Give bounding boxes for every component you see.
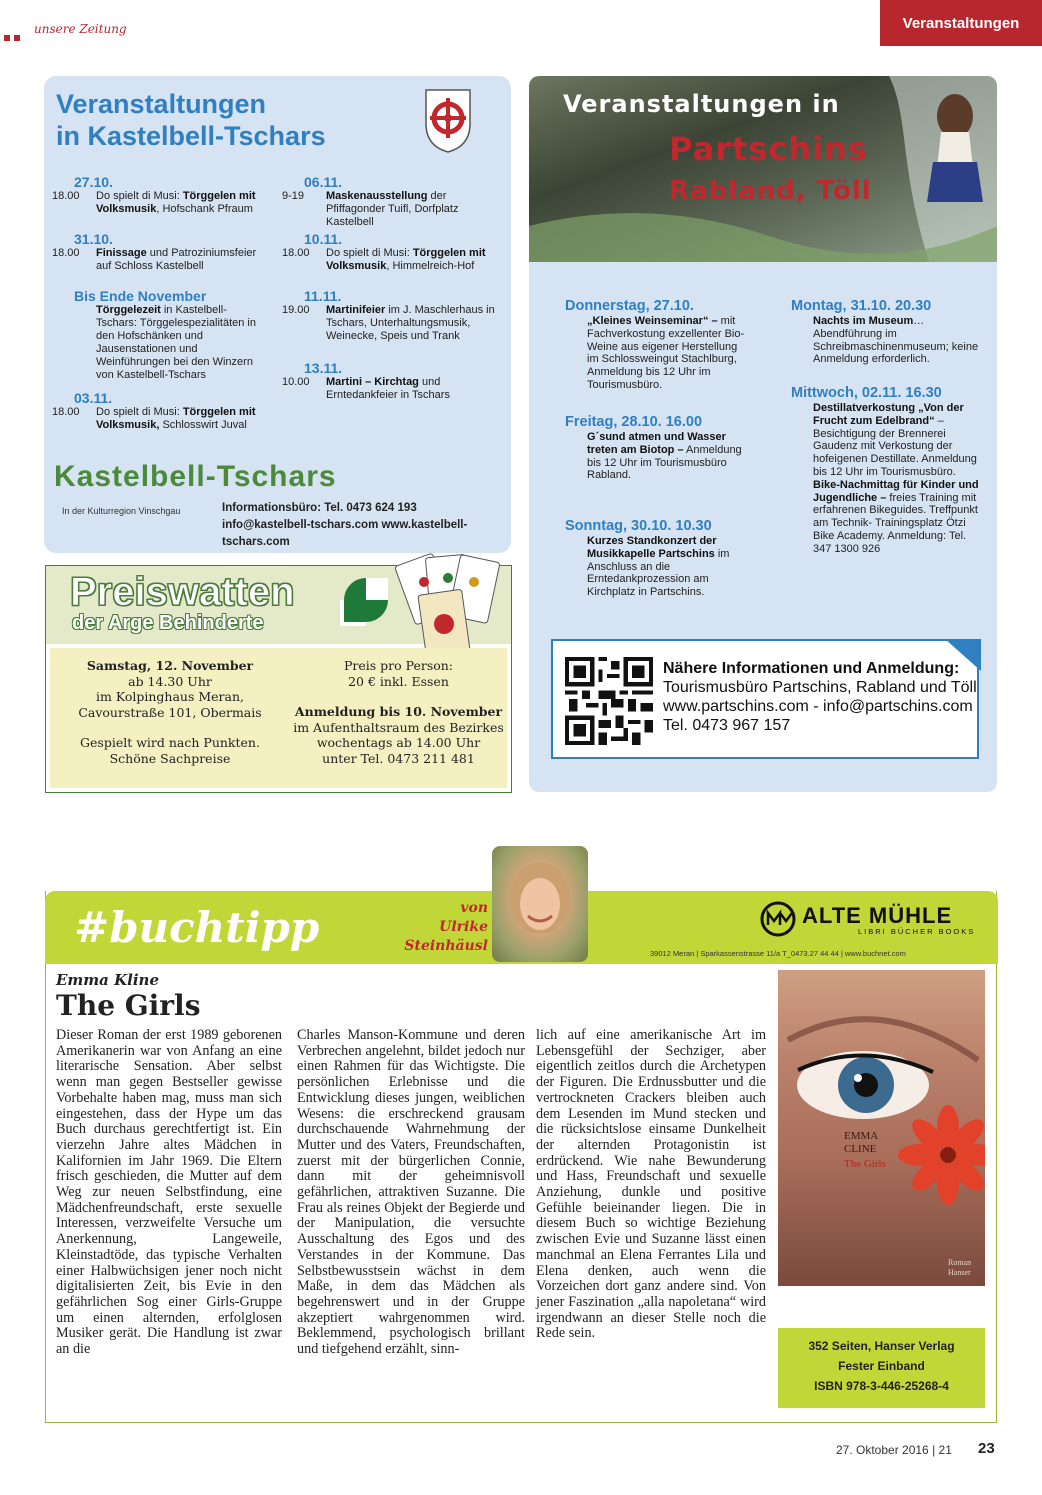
- preiswatten-subtitle: der Arge Behinderte: [72, 612, 264, 634]
- pt-event: [791, 385, 983, 556]
- kb-event-text: der Pfiffagonder Tuifl, Dorfplatz Kastelbell: [326, 190, 459, 228]
- cover-publisher: Hanser: [948, 1268, 971, 1277]
- kb-event-title: Törggelezeit: [96, 304, 161, 316]
- pt-event-date: Donnerstag, 27.10.: [565, 298, 694, 314]
- buchtipp-section: [45, 891, 997, 1423]
- info-office: Tourismusbüro Partschins, Rabland und Töll: [663, 679, 977, 696]
- partschins-heading: Veranstaltungen in: [563, 90, 840, 118]
- reviewer-von: von: [460, 900, 488, 916]
- kastelbell-web[interactable]: info@kastelbell-tschars.com www.kastelbell-tschars.com: [222, 519, 468, 548]
- preiswatten-time: ab 14.30 Uhr: [128, 673, 212, 689]
- kb-event-text: und Erntedankfeier in Tschars: [326, 376, 450, 401]
- preiswatten-reg-place: im Aufenthaltsraum des Bezirkes: [293, 719, 504, 735]
- book-cover-art: [778, 970, 985, 1286]
- partschins-info-box: [551, 639, 979, 759]
- preiswatten-prizes: Schöne Sachpreise: [109, 750, 231, 766]
- book-pages: 352 Seiten, Hanser Verlag: [808, 1339, 955, 1353]
- review-column-3: lich auf eine amerikanische Art im Lebensgefühl der Sechziger, aber eigentlich zeitlos durch die Archetypen der Figuren. Die Erdnussbutter und die vertrockneten Crackers bleiben auch dem Lesenden im Mund stecken und die rücksichtslose einsame Dunkelheit der alternden Protagonistin ist erdrückend. Wie nahe Bewunderung und Hass, Freundschaft und sexuelle Anziehung, dunkle und positive Gefühle beieinander liegen. Die in diesem Buch so wichtige Beziehung zwischen Evie und Suzanne lässt einen manchmal an Elena Ferrantes Lila und Elena denken, auch wenn die Vorzeichen dort ganz andere sind. Von jener Faszination „alla napoletana“ wird irgendwann an dieser Stelle noch die Rede sein.: [536, 1027, 766, 1342]
- pt-event-title: Kurzes Standkonzert der Musikkapelle Partschins: [587, 535, 717, 560]
- kb-event-title: Finissage: [96, 247, 147, 259]
- reviewer-credit: [398, 899, 488, 956]
- kb-event-time: 9-19: [282, 190, 305, 202]
- kb-event-time: 18.00: [52, 247, 80, 259]
- kb-event-title: Törggelen mit Volksmusik: [96, 190, 256, 215]
- pt-event-title: „Kleines Weinseminar“ –: [587, 315, 718, 327]
- kb-event: [278, 288, 508, 343]
- pt-event-text: Anmeldung bis 12 Uhr im Tourismusbüro Rabland.: [587, 443, 742, 482]
- book-isbn: ISBN 978-3-446-25268-4: [814, 1379, 949, 1393]
- kb-event-time: 19.00: [282, 304, 310, 316]
- bookshop-logo: [758, 901, 998, 937]
- issue-date: 27. Oktober 2016 | 21: [836, 1443, 952, 1457]
- book-binding: Fester Einband: [838, 1359, 925, 1373]
- preiswatten-price: 20 € inkl. Essen: [348, 673, 449, 689]
- preiswatten-left: [50, 658, 290, 766]
- pt-event: [565, 518, 749, 599]
- preiswatten-rules: Gespielt wird nach Punkten.: [80, 735, 260, 750]
- cover-title: The Girls: [844, 1158, 886, 1170]
- kastelbell-events-box: [44, 76, 511, 553]
- kb-event-text: , Himmelreich-Hof: [386, 260, 475, 272]
- partschins-events-box: [529, 76, 997, 792]
- cover-author: [844, 1130, 878, 1156]
- review-column-2: Charles Manson-Kommune und deren Verbrechen angelehnt, bildet jedoch nur einen Rahmen für das Wichtigste. Die persönlichen Erlebnisse und die Entwicklung dieses jungen, weiblichen Wesens: die erschreckend grausam durchschauende Wahrnehmung der Mutter und des Vaters, Freundschaften, zuerst mit der bürgerlichen Connie, dann mit der geheimnisvoll gefährlichen, attraktiven Suzanne. Die Frau als reines Objekt der Begierde und der Manipulation, die versuchte Ausschaltung des Egos und des Verstandes in der Kommune. Das Selbstbewusstsein wächst in dem Maße, in dem das Mädchen als begehrenswert und in der Gruppe akzeptiert wahrgenommen wird. Beklemmend, psychologisch brillant und tiefgehend erzählt, sinn-: [297, 1027, 525, 1358]
- kb-event-title: Törggelen mit Volksmusik: [326, 247, 486, 272]
- partschins-places-sub: Rabland, Töll: [669, 176, 872, 206]
- preiswatten-reg-hours: wochentags ab 14.00 Uhr: [316, 735, 481, 750]
- kastelbell-region: In der Kulturregion Vinschgau: [62, 506, 181, 516]
- cover-genre: Roman: [948, 1258, 972, 1267]
- kb-event: [278, 360, 508, 402]
- kastelbell-title: [56, 88, 406, 152]
- preiswatten-title: Preiswatten: [70, 570, 295, 614]
- kb-event-time: 18.00: [52, 406, 80, 418]
- bookshop-name: ALTE MÜHLE: [802, 903, 953, 928]
- pt-event-text: … Abendführung im Schreibmaschinenmuseum; keine Anmeldung erforderlich.: [813, 315, 979, 366]
- cover-author-first: EMMA: [844, 1130, 879, 1142]
- qr-code-icon[interactable]: [565, 657, 653, 745]
- kb-event-title: Martinifeier: [326, 304, 386, 316]
- kb-event: [44, 174, 274, 216]
- waterfall-photo: [529, 76, 997, 262]
- preiswatten-price-label: Preis pro Person:: [343, 658, 454, 673]
- info-web[interactable]: www.partschins.com - info@partschins.com: [663, 698, 973, 715]
- kb-event-text: Do spielt di Musi:: [326, 247, 413, 259]
- section-tab: Veranstaltungen: [880, 0, 1042, 46]
- kb-event-date: 13.11.: [304, 360, 343, 376]
- kb-event: [44, 231, 274, 273]
- pt-event-date: Freitag, 28.10. 16.00: [565, 414, 703, 430]
- book-cover: [778, 970, 985, 1286]
- pt-event-text: im Anschluss an die Erntedankprozession am Kirchplatz in Partschins.: [587, 547, 730, 599]
- preiswatten-address: Cavourstraße 101, Obermais: [78, 704, 262, 720]
- kb-event-date: 27.10.: [74, 174, 113, 190]
- partschins-info: [663, 659, 977, 735]
- preiswatten-date: Samstag, 12. November: [86, 658, 254, 673]
- kb-event-title: Martini – Kirchtag: [326, 376, 419, 388]
- reviewer-first-name: Ulrike: [439, 919, 488, 935]
- kb-event: [44, 390, 274, 432]
- kb-event-text: und Patroziniumsfeier auf Schloss Kastelbell: [96, 247, 257, 272]
- pt-event-title: Destillatverkostung „Von der Frucht zum Edelbrand“: [813, 402, 964, 427]
- partschins-place: Partschins: [669, 130, 868, 168]
- pt-event: [565, 414, 749, 482]
- pt-event-title: Bike-Nachmittag für Kinder und Jugendliche –: [813, 478, 979, 504]
- info-heading: Nähere Informationen und Anmeldung:: [663, 660, 960, 677]
- kb-event-title: Maskenausstellung: [326, 190, 428, 202]
- preiswatten-registration: Anmeldung bis 10. November: [294, 704, 503, 719]
- kb-event-text: Do spielt di Musi:: [96, 190, 183, 202]
- reviewer-portrait: [492, 846, 588, 962]
- mill-logo-icon: [758, 901, 798, 937]
- preiswatten-reg-phone: unter Tel. 0473 211 481: [322, 750, 475, 766]
- reviewer-last-name: Steinhäusl: [404, 938, 488, 954]
- buchtipp-hashtag: #buchtipp: [74, 903, 320, 952]
- kb-event-text: Do spielt di Musi:: [96, 406, 183, 418]
- preiswatten-right: [290, 658, 507, 766]
- kb-event-time: 18.00: [282, 247, 310, 259]
- coat-of-arms-icon: [424, 84, 472, 154]
- kb-event-time: 10.00: [282, 376, 310, 388]
- pt-event: [791, 298, 983, 366]
- pt-event-text: – Besichtigung der Brennerei Gaudenz mit Verkostung der hofeigenen Destillate. Anmeldung bis 12 Uhr im Tourismusbüro.: [813, 414, 977, 478]
- preiswatten-ad: [45, 565, 512, 793]
- book-title: The Girls: [56, 989, 201, 1022]
- kastelbell-contact: [222, 500, 511, 551]
- header-dots: [4, 28, 28, 34]
- pt-event-title: G´sund atmen und Wasser treten am Biotop –: [587, 431, 726, 456]
- pt-event-date: Sonntag, 30.10. 10.30: [565, 518, 712, 534]
- kb-event: [278, 231, 508, 273]
- preiswatten-details: [50, 648, 507, 788]
- pt-event-date: Mittwoch, 02.11. 16.30: [791, 385, 942, 401]
- info-phone: Tel. 0473 967 157: [663, 717, 791, 734]
- book-author: Emma Kline: [56, 971, 160, 989]
- kb-event-title: Törggelen mit Volksmusik,: [96, 406, 256, 431]
- pt-event-title: Nachts im Museum: [813, 315, 914, 327]
- kb-event-text: Schlosswirt Juval: [159, 419, 247, 431]
- kb-event-text: , Hofschank Pfraum: [156, 203, 253, 215]
- pt-event-text: mit Fachverkostung exzellenter Bio-Weine aus eigener Herstellung im Schlossweingut Stachlburg, Anmeldung bis 12 Uhr im Tourismusbüro.: [587, 315, 745, 391]
- kb-event: [44, 288, 274, 382]
- pt-event-date: Montag, 31.10. 20.30: [791, 298, 932, 314]
- kb-event-text: im J. Maschlerhaus in Tschars, Unterhaltungsmusik, Weinecke, Speis und Trank: [326, 304, 495, 342]
- kastelbell-phone: Informationsbüro: Tel. 0473 624 193: [222, 502, 417, 514]
- cover-author-last: CLINE: [844, 1143, 877, 1155]
- kastelbell-title-line1: Veranstaltungen: [56, 89, 267, 119]
- book-info-box: [778, 1328, 985, 1408]
- publication-logo: unsere Zeitung: [34, 22, 127, 36]
- pt-event-text: freies Training mit erfahrenen Bikeguides. Treffpunkt am Technik- Trainingsplatz Ötzi Bike Academy. Anmeldung: Tel. 347 1300 926: [813, 491, 978, 555]
- reviewer-photo: [492, 846, 588, 962]
- kb-event-date: 31.10.: [74, 231, 113, 247]
- bookshop-tagline: LIBRI BÜCHER BOOKS: [858, 927, 976, 936]
- playing-cards-icon: [394, 552, 514, 656]
- preiswatten-venue: im Kolpinghaus Meran,: [96, 689, 244, 704]
- review-column-1: Dieser Roman der erst 1989 geborenen Amerikanerin war von Anfang an eine literarische Sensation. Aber selbst wenn man gegen Bestseller gewisse Vorbehalte haben mag, muss man sich eingestehen, dass der Hype um das Buch durchaus gerechtfertigt ist. Ein vierzehn Jahre altes Mädchen in Kalifornien im Jahr 1969. Die Eltern frisch geschieden, die Mutter auf dem Weg zur neuen Selbstfindung, eine Mädchenfreundschaft, erste sexuelle Interessen, verzweifelte Versuche um Anerkennung, Langeweile, Kleinstadtöde, das typische Verhalten einer Halbwüchsigen jener noch nicht digitalisierten Zeit, bis Evie in den gefährlichen Sog einer Girls-Gruppe um einen alternden, erfolglosen Musiker gerät. Die Handlung ist zwar an die: [56, 1027, 282, 1358]
- kb-event-date: 06.11.: [304, 174, 343, 190]
- kb-event-date: Bis Ende November: [74, 288, 207, 304]
- kastelbell-title-line2: in Kastelbell-Tschars: [56, 121, 326, 151]
- bookshop-address: 39012 Meran | Sparkassenstrasse 11/a T_0473.27 44 44 | www.buchnet.com: [650, 949, 906, 958]
- arge-logo-icon: [340, 574, 392, 626]
- kb-event-date: 03.11.: [74, 390, 113, 406]
- kb-event-date: 10.11.: [304, 231, 343, 247]
- kb-event: [278, 174, 508, 229]
- kb-event-text: in Kastelbell-Tschars: Törggelespezialitäten in den Hofschänken und Jausenstationen und Weinführungen bei den Winzern von Kastelbell-Tschars: [96, 304, 256, 381]
- page-number: 23: [978, 1440, 995, 1457]
- kastelbell-brand: Kastelbell-Tschars: [54, 460, 337, 493]
- kb-event-time: 18.00: [52, 190, 80, 202]
- cover-imprint: [948, 1258, 971, 1278]
- pt-event: [565, 298, 749, 392]
- kb-event-date: 11.11.: [304, 288, 342, 304]
